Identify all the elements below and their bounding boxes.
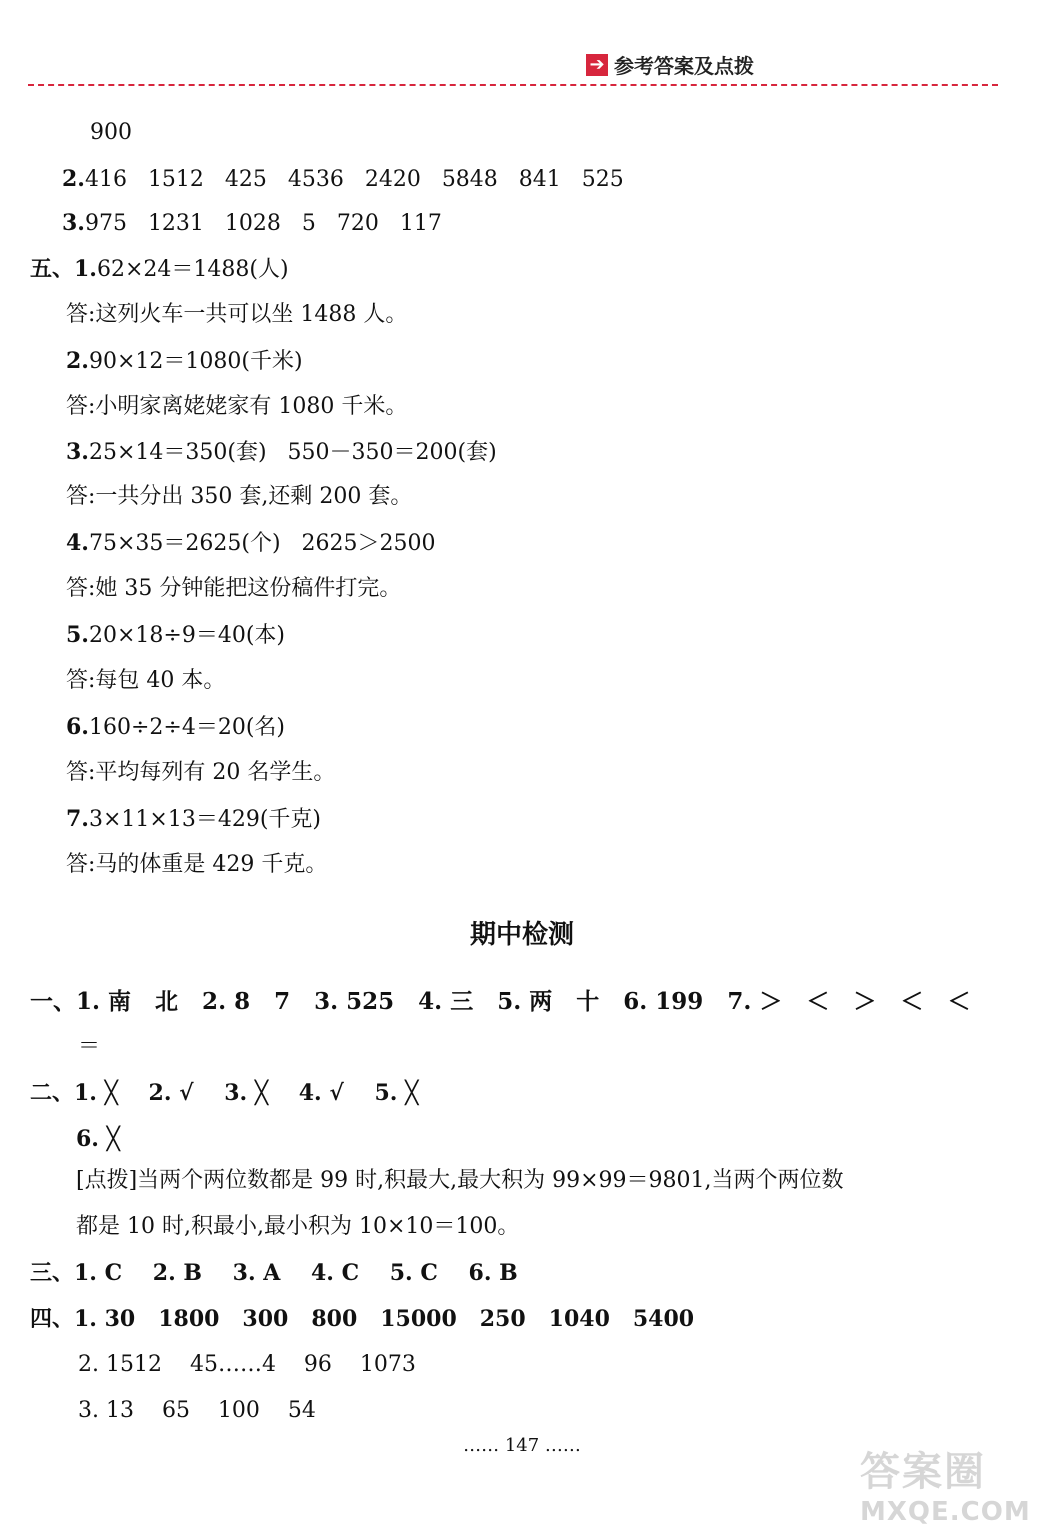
answer-text: 75×35＝2625(个) 2625＞2500 [88, 531, 436, 556]
header-title [586, 50, 754, 79]
item-number: 3. [62, 210, 85, 236]
answer-text: 975 1231 1028 5 720 117 [84, 211, 442, 236]
answer-line [62, 168, 624, 191]
item-number: 2. [62, 166, 85, 192]
answer-line: 答:一共分出 350 套,还剩 200 套。 [66, 484, 413, 509]
answer-line [66, 716, 285, 739]
answer-line: 答:她 35 分钟能把这份稿件打完。 [66, 576, 402, 601]
header-title-text: 参考答案及点拨 [614, 54, 754, 78]
answer-line: ＝ [78, 1034, 101, 1059]
answer-text: 416 1512 425 4536 2420 5848 841 525 [84, 167, 624, 192]
answer-text: 62×24＝1488(人) [96, 257, 289, 282]
hint-line: [点拨]当两个两位数都是 99 时,积最大,最大积为 99×99＝9801,当两个两位数 [76, 1168, 844, 1193]
answer-text: 3×11×13＝429(千克) [88, 807, 321, 832]
item-number: 5. [66, 622, 89, 648]
watermark-text: 答案圈 [860, 1449, 986, 1495]
item-number: 3. [66, 439, 89, 465]
arrow-right-icon: ➔ [586, 54, 608, 76]
section-heading: 五、1. [30, 256, 97, 282]
answer-line: 答:马的体重是 429 千克。 [66, 852, 328, 877]
watermark-logo [860, 1440, 1040, 1530]
watermark-url: MXQE.COM [860, 1497, 1031, 1527]
answer-line [66, 441, 497, 464]
answer-line [66, 624, 285, 647]
answer-line [66, 532, 436, 555]
header-divider [28, 84, 998, 86]
answer-line: 二、1. ╳ 2. √ 3. ╳ 4. √ 5. ╳ [30, 1080, 419, 1106]
answer-line: 答:平均每列有 20 名学生。 [66, 760, 336, 785]
item-number: 7. [66, 806, 89, 832]
answer-line [62, 212, 442, 235]
answer-text: 90×12＝1080(千米) [88, 349, 303, 374]
answer-line: 答:小明家离姥姥家有 1080 千米。 [66, 394, 408, 419]
answer-line: 三、1. C 2. B 3. A 4. C 5. C 6. B [30, 1260, 518, 1286]
answer-line: 四、1. 30 1800 300 800 15000 250 1040 5400 [30, 1306, 695, 1332]
hint-line: 都是 10 时,积最小,最小积为 10×10＝100。 [76, 1214, 520, 1239]
answer-line: 6. ╳ [76, 1126, 120, 1152]
answer-text: 25×14＝350(套) 550－350＝200(套) [88, 440, 497, 465]
answer-line [66, 350, 303, 373]
answer-line: 答:每包 40 本。 [66, 668, 226, 693]
answer-line: 3. 13 65 100 54 [78, 1398, 316, 1423]
answer-text: 20×18÷9＝40(本) [88, 623, 285, 648]
section-title: 期中检测 [469, 920, 574, 950]
answer-line: 2. 1512 45……4 96 1073 [78, 1352, 416, 1377]
answer-line [66, 808, 321, 831]
answer-line [30, 258, 289, 281]
page-header [0, 0, 1044, 100]
item-number: 2. [66, 348, 89, 374]
item-number: 4. [66, 530, 89, 556]
page-number: …… 147 …… [463, 1435, 581, 1456]
item-number: 6. [66, 714, 89, 740]
answer-line: 一、1. 南 北 2. 8 7 3. 525 4. 三 5. 两 十 6. 199 7. ＞ ＜ ＞ ＜ ＜ [30, 988, 971, 1015]
answer-line: 答:这列火车一共可以坐 1488 人。 [66, 302, 408, 327]
answer-text: 160÷2÷4＝20(名) [88, 715, 285, 740]
answer-line: 900 [90, 120, 132, 145]
